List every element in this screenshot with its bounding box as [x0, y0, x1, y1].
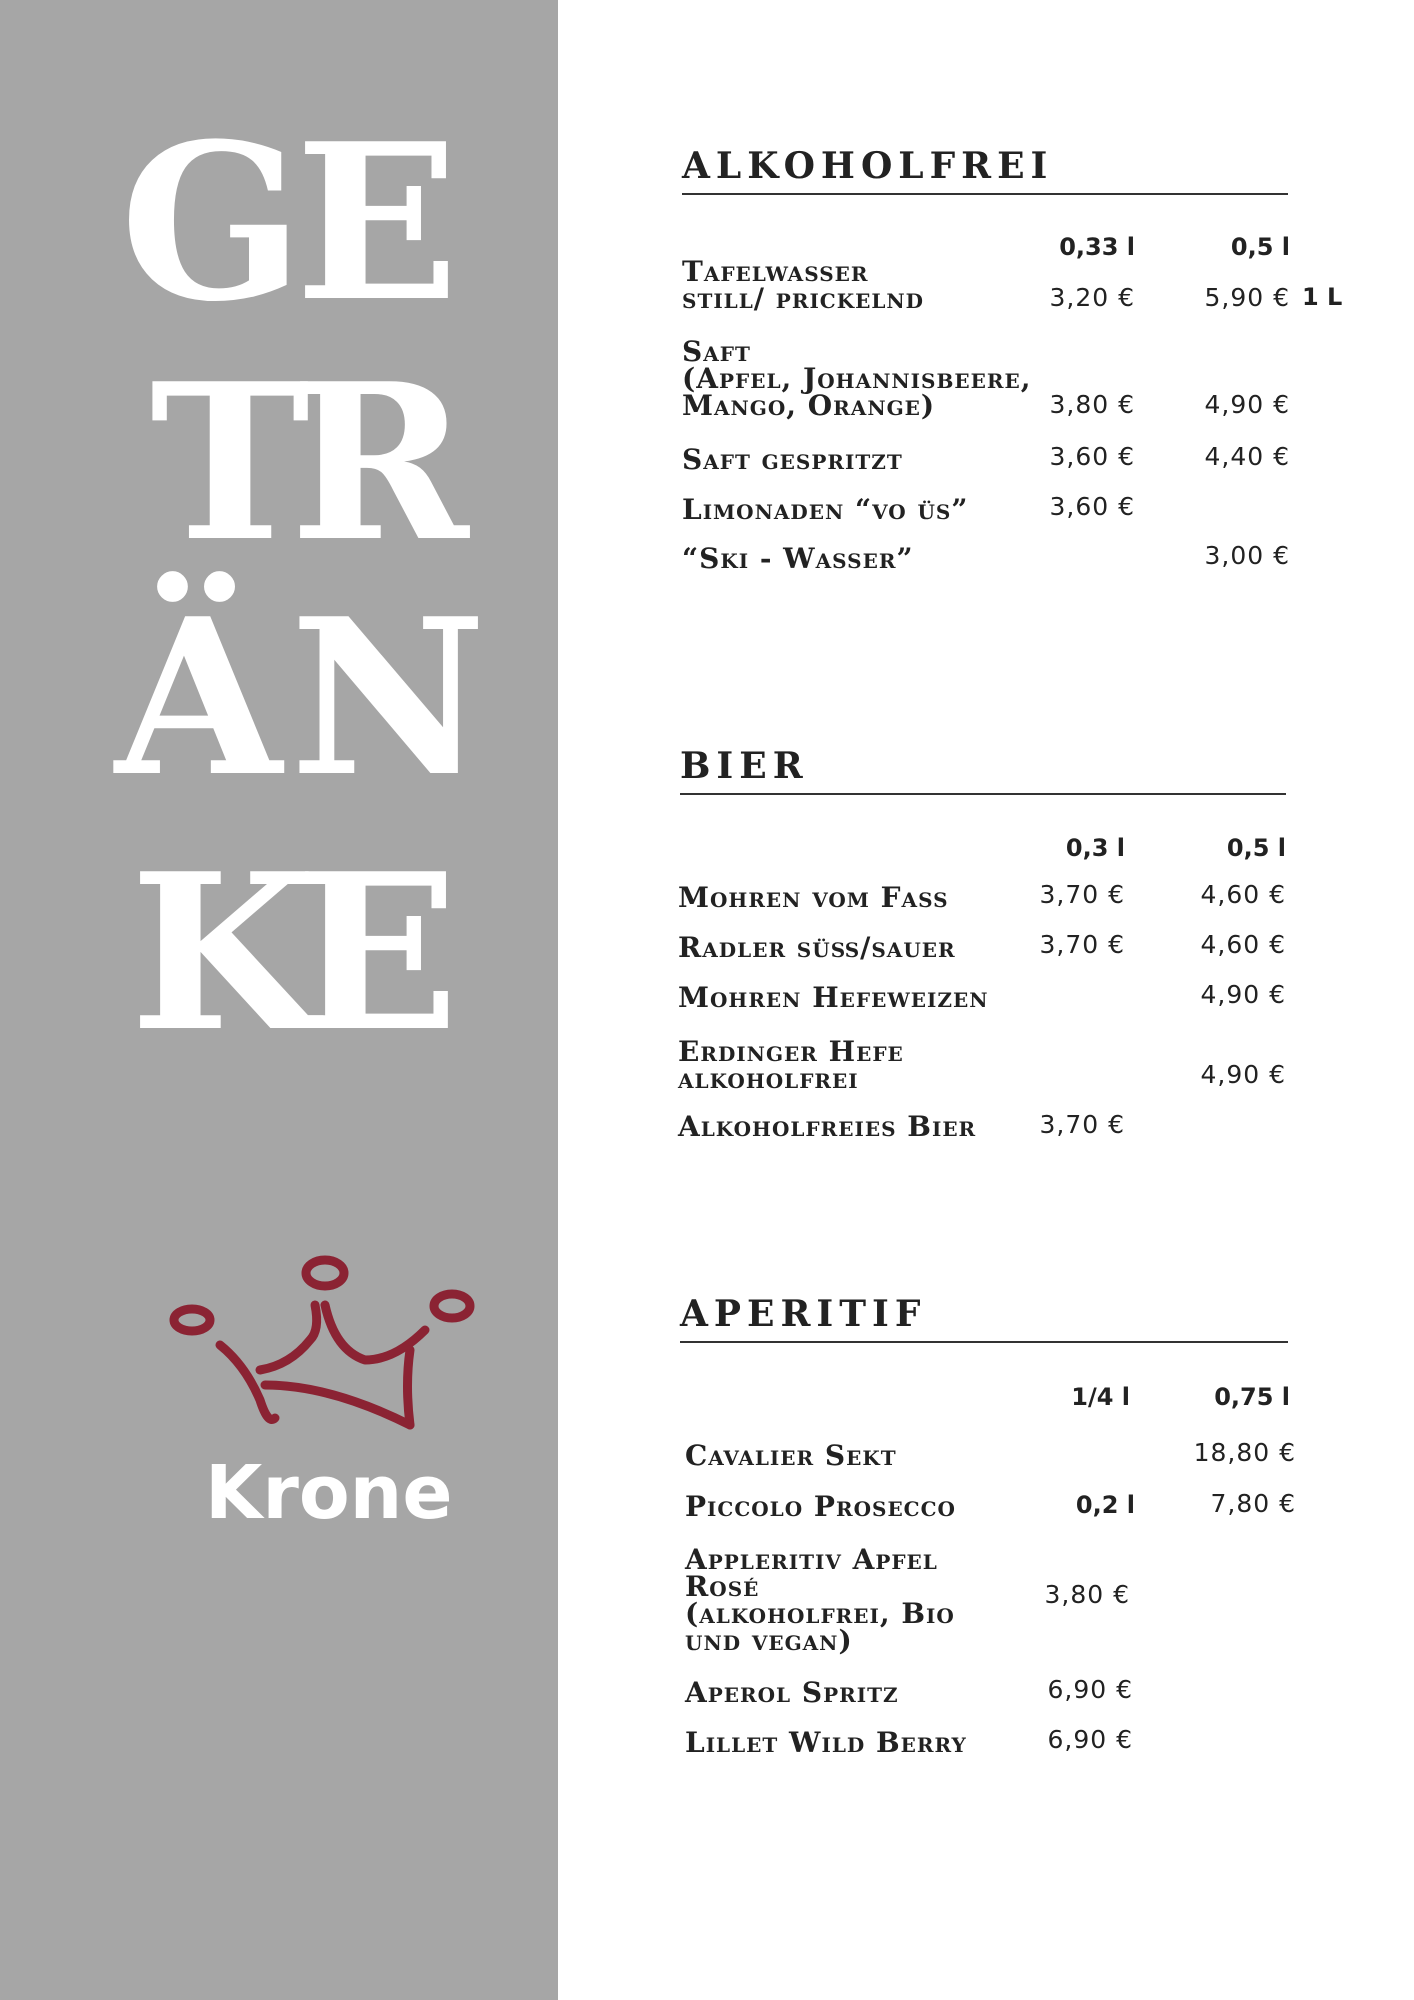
title-letter: E [295, 96, 459, 349]
price: 4,40 € [1204, 442, 1290, 471]
title-letter: N [290, 571, 487, 824]
price: 7,80 € [1210, 1489, 1296, 1518]
price: 3,70 € [1039, 1110, 1125, 1139]
menu-item-name: Radler süß/sauer [678, 931, 956, 964]
crown-logo-icon [150, 1250, 490, 1450]
price: 4,60 € [1200, 880, 1286, 909]
item-line: (alkoholfrei, Bio [685, 1597, 955, 1630]
item-line: Rosé [685, 1570, 760, 1603]
price: 6,90 € [1047, 1675, 1133, 1704]
price: 3,60 € [1049, 442, 1135, 471]
menu-item-name: Mohren vom Fass [678, 881, 949, 914]
section-title-aperitif: APERITIF [680, 1293, 927, 1335]
price: 3,60 € [1049, 492, 1135, 521]
price: 3,70 € [1039, 930, 1125, 959]
crown-base [265, 1385, 410, 1425]
title-letter: R [290, 336, 469, 589]
logo-text: Krone [205, 1450, 453, 1536]
column-header: 0,3 l [1065, 834, 1125, 862]
crown-stroke-mid-left [260, 1305, 317, 1370]
menu-item-name: “Ski - Wasser” [682, 542, 914, 575]
title-letter: E [295, 826, 459, 1079]
menu-item-name: Alkoholfreies Bier [678, 1110, 977, 1143]
price: 3,80 € [1044, 1580, 1130, 1609]
menu-item-name: Lillet Wild Berry [685, 1726, 967, 1759]
price: 4,90 € [1200, 980, 1286, 1009]
item-line: Appleritiv Apfel [685, 1543, 938, 1576]
price: 3,70 € [1039, 880, 1125, 909]
item-line: alkoholfrei [678, 1062, 859, 1095]
price: 5,90 € [1204, 283, 1290, 312]
section-divider [680, 793, 1286, 795]
title-letter: T [150, 336, 310, 589]
column-header: 1/4 l [1071, 1383, 1130, 1411]
item-line: Tafelwasser [682, 255, 869, 288]
menu-item-name: Mohren Hefeweizen [678, 981, 989, 1014]
price: 4,60 € [1200, 930, 1286, 959]
title-letter: K [130, 826, 317, 1079]
section-divider [682, 193, 1288, 195]
menu-item-name [678, 1035, 904, 1095]
menu-item-name [682, 255, 925, 315]
size-note: 1 L [1302, 283, 1343, 311]
column-header: 0,5 l [1230, 233, 1290, 261]
section-title-bier: BIER [680, 745, 809, 787]
price: 4,90 € [1200, 1060, 1286, 1089]
section-title-alkoholfrei: ALKOHOLFREI [682, 145, 1054, 187]
menu-item-name: Aperol Spritz [685, 1676, 899, 1709]
price: 3,00 € [1204, 541, 1290, 570]
price: 3,80 € [1049, 390, 1135, 419]
title-letter: G [120, 96, 304, 349]
menu-item-name: Saft gespritzt [682, 443, 903, 476]
menu-item-name [685, 1543, 955, 1657]
price: 4,90 € [1204, 390, 1290, 419]
crown-ball-center [306, 1260, 344, 1286]
menu-item-name [682, 335, 1032, 422]
menu-item-name: Limonaden “vo üs” [682, 493, 969, 526]
menu-item-name: Cavalier Sekt [685, 1439, 897, 1472]
crown-ball-left [174, 1309, 210, 1331]
crown-stroke-right [408, 1350, 411, 1425]
title-letter: Ä [115, 571, 282, 824]
size-label: 0,2 l [1075, 1491, 1135, 1519]
item-line: still/ prickelnd [682, 282, 925, 315]
sidebar-panel [0, 0, 558, 2000]
price: 6,90 € [1047, 1725, 1133, 1754]
price: 18,80 € [1193, 1438, 1296, 1467]
item-line: Saft [682, 335, 751, 368]
price: 3,20 € [1049, 283, 1135, 312]
column-header: 0,75 l [1214, 1383, 1290, 1411]
item-line: Mango, Orange) [682, 389, 936, 422]
section-divider [680, 1341, 1288, 1343]
item-line: Erdinger Hefe [678, 1035, 904, 1068]
column-header: 0,5 l [1226, 834, 1286, 862]
crown-ball-right [434, 1294, 470, 1318]
menu-item-name: Piccolo Prosecco [685, 1490, 956, 1523]
item-line: und vegan) [685, 1624, 853, 1657]
column-header: 0,33 l [1059, 233, 1135, 261]
item-line: (Apfel, Johannisbeere, [682, 362, 1032, 395]
